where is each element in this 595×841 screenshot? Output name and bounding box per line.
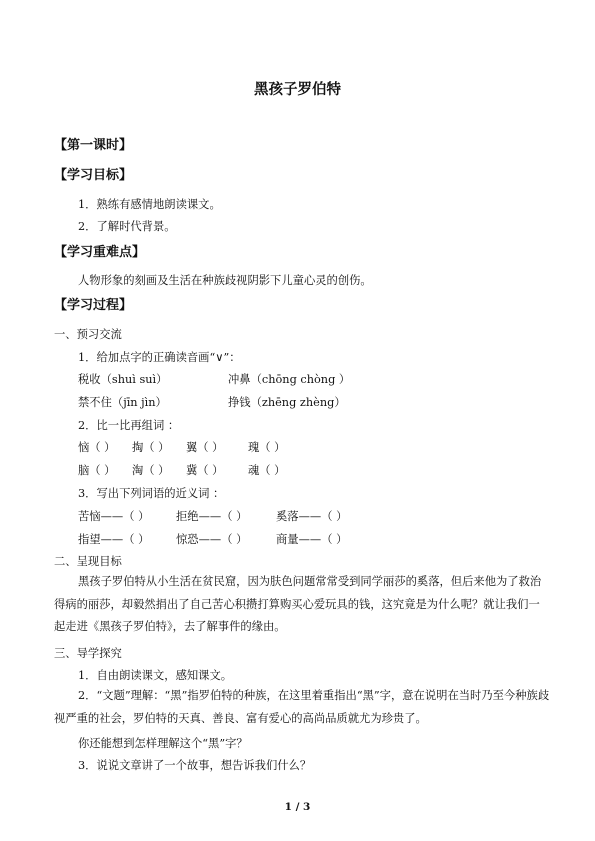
compare-item: 淘（ ） [132,464,170,477]
pinyin-row-2 [78,394,346,410]
part1-q1: 1．给加点字的正确读音画“∨”： [78,351,241,364]
compare-row-2 [78,462,285,478]
compare-item: 脑（ ） [78,464,116,477]
synonym-row-2 [78,531,347,547]
synonym-item: 惊恐——（ ） [176,533,248,546]
document-title: 黑孩子罗伯特 [254,82,341,98]
section-keypoints: 【学习重难点】 [54,245,146,260]
pinyin-row-1 [78,371,350,387]
pinyin-item: 税收（shuì suì） [78,373,168,386]
part2-heading: 二、呈现目标 [54,555,122,568]
synonym-item: 指望——（ ） [78,533,150,546]
compare-item: 恼（ ） [78,441,116,454]
synonym-item: 苦恼——（ ） [78,510,150,523]
goal-item-1: 1．熟练有感情地朗读课文。 [78,198,221,211]
page-number: 1 / 3 [284,801,311,813]
synonym-item: 奚落——（ ） [276,510,348,523]
compare-item: 冀（ ） [186,464,224,477]
section-process: 【学习过程】 [54,298,133,313]
compare-row-1 [78,439,285,455]
part3-item-2: 2．“文题”理解：“黑”指罗伯特的种族，在这里着重指出“黑”字，意在说明在当时乃至今种族歧视严重的社会，罗伯特的天真、善良、富有爱心的高尚品质就尤为珍贵了。 [54,689,550,725]
part1-q2: 2．比一比再组词 ： [78,419,180,432]
part3-heading: 三、导学探究 [54,647,122,660]
synonym-item: 商量——（ ） [276,533,348,546]
section-lesson1: 【第一课时】 [54,138,133,153]
compare-item: 翼（ ） [186,441,224,454]
keypoints-text: 人物形象的刻画及生活在种族歧视阴影下儿童心灵的创伤。 [78,274,372,287]
pinyin-item: 挣钱（zhēng zhèng） [228,396,346,409]
part3-item-1: 1．自由朗读课文，感知课文。 [78,669,233,682]
pinyin-item: 禁不住（jīn jìn） [78,396,167,409]
compare-item: 掏（ ） [132,441,170,454]
part1-q3: 3．写出下列词语的近义词 ： [78,487,225,500]
compare-item: 瑰（ ） [248,441,286,454]
synonym-row-1 [78,508,347,524]
pinyin-item: 冲鼻（chōng chòng ） [228,373,351,386]
part3-item-3: 3．说说文章讲了一个故事，想告诉我们什么？ [78,759,312,772]
part3-item-2b: 你还能想到怎样理解这个“黑”字？ [78,737,248,750]
section-goals: 【学习目标】 [54,168,133,183]
compare-item: 魂（ ） [248,464,286,477]
synonym-item: 拒绝——（ ） [176,510,248,523]
part2-paragraph: 黑孩子罗伯特从小生活在贫民窟，因为肤色问题常常受到同学丽莎的奚落，但后来他为了救治得病的丽莎，却毅然捐出了自己苦心积攒打算购买心爱玩具的钱，这究竟是为什么呢？就让我们一起走进《黑孩子罗伯特》，去了解事件的缘由。 [54,575,542,633]
part1-heading: 一、预习交流 [54,328,122,341]
goal-item-2: 2．了解时代背景。 [78,220,176,233]
